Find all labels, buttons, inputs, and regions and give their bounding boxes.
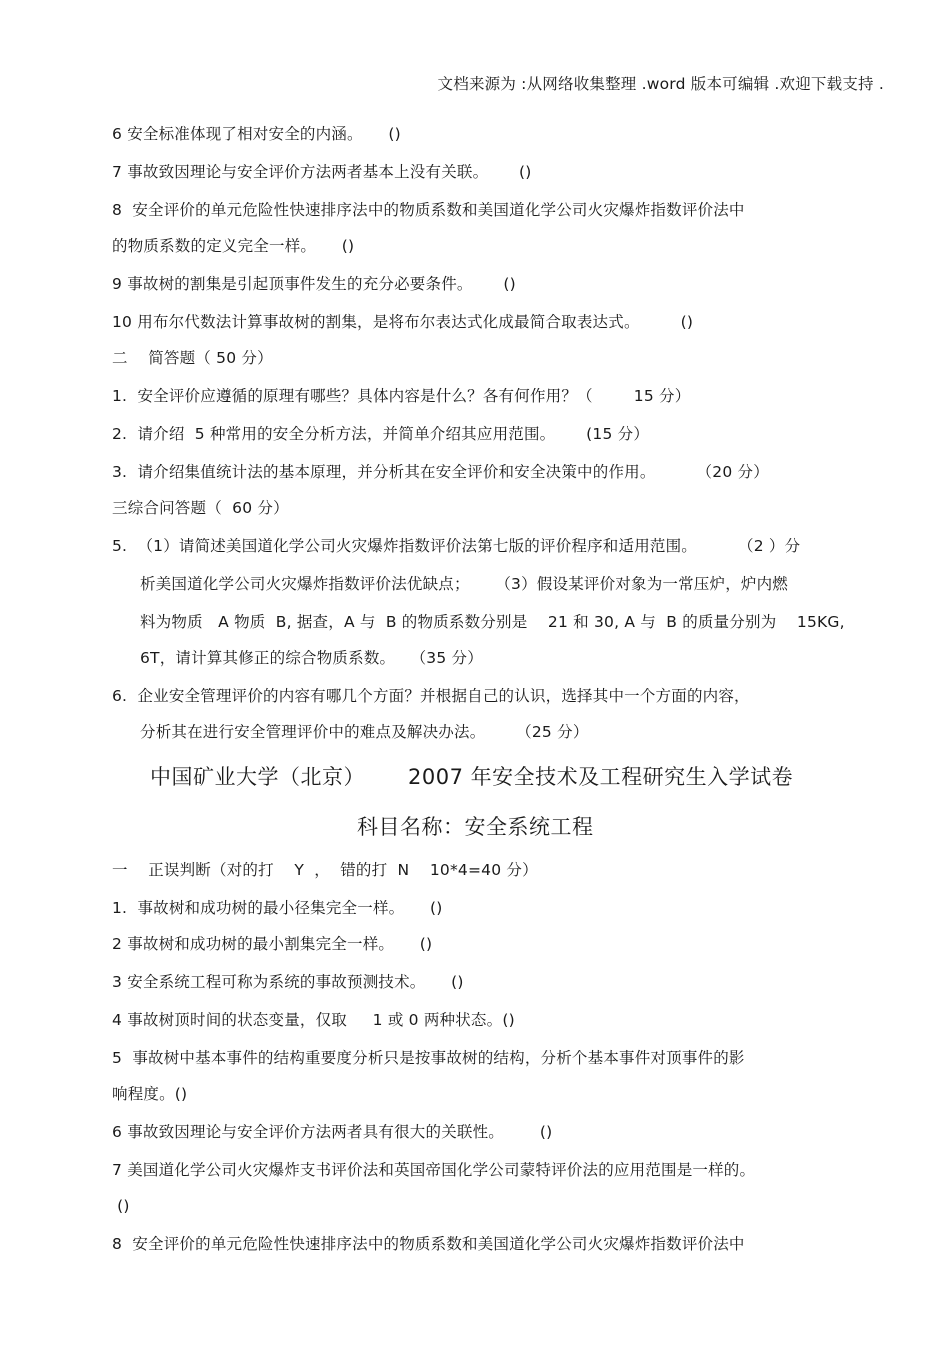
question-line: 2. 请介绍 5 种常用的安全分析方法，并简单介绍其应用范围。 (15 分）: [112, 425, 650, 443]
question-line: 5. （1）请简述美国道化学公司火灾爆炸指数评价法第七版的评价程序和适用范围。 （2 ）分: [112, 537, 801, 555]
text-line: 的物质系数的定义完全一样。 (): [112, 237, 355, 255]
text-line: 9 事故树的割集是引起顶事件发生的充分必要条件。 (): [112, 275, 516, 293]
text-line: 6 事故致因理论与安全评价方法两者具有很大的关联性。 (): [112, 1123, 553, 1141]
text-line: 1. 事故树和成功树的最小径集完全一样。 (): [112, 899, 443, 917]
text-line: 7 美国道化学公司火灾爆炸支书评价法和英国帝国化学公司蒙特评价法的应用范围是一样的。: [112, 1161, 756, 1179]
text-line: 3 安全系统工程可称为系统的事故预测技术。 (): [112, 973, 464, 991]
subject-title: 科目名称：安全系统工程: [357, 815, 594, 839]
header-note: 文档来源为 :从网络收集整理 .word 版本可编辑 .欢迎下载支持 .: [437, 75, 884, 93]
question-line: 分析其在进行安全管理评价中的难点及解决办法。 （25 分）: [140, 723, 589, 741]
text-line: (): [112, 1197, 130, 1215]
section-heading: 三综合问答题（ 60 分）: [112, 499, 289, 517]
section-heading: 二 简答题（ 50 分）: [112, 349, 273, 367]
question-line: 3. 请介绍集值统计法的基本原理，并分析其在安全评价和安全决策中的作用。 （20 分）: [112, 463, 769, 481]
question-line: 1. 安全评价应遵循的原理有哪些？具体内容是什么？各有何作用？（ 15 分）: [112, 387, 691, 405]
text-line: 4 事故树顶时间的状态变量，仅取 1 或 0 两种状态。(): [112, 1011, 515, 1029]
text-line: 响程度。(): [112, 1085, 188, 1103]
text-line: 10 用布尔代数法计算事故树的割集，是将布尔表达式化成最简合取表达式。 (): [112, 313, 694, 331]
question-line: 料为物质 A 物质 B, 据查，A 与 B 的物质系数分别是 21 和 30, A 与 B 的质量分别为 15KG,: [140, 613, 845, 631]
text-line: 7 事故致因理论与安全评价方法两者基本上没有关联。 (): [112, 163, 532, 181]
question-line: 6T，请计算其修正的综合物质系数。 （35 分）: [140, 649, 483, 667]
question-line: 6. 企业安全管理评价的内容有哪几个方面？并根据自己的认识，选择其中一个方面的内容，: [112, 687, 750, 705]
text-line: 8 安全评价的单元危险性快速排序法中的物质系数和美国道化学公司火灾爆炸指数评价法中: [112, 1235, 745, 1253]
section-heading: 一 正误判断（对的打 Y ， 错的打 N 10*4=40 分）: [112, 861, 538, 879]
question-line: 析美国道化学公司火灾爆炸指数评价法优缺点； （3）假设某评价对象为一常压炉，炉内燃: [140, 575, 788, 593]
text-line: 8 安全评价的单元危险性快速排序法中的物质系数和美国道化学公司火灾爆炸指数评价法中: [112, 201, 745, 219]
text-line: 5 事故树中基本事件的结构重要度分析只是按事故树的结构，分析个基本事件对顶事件的影: [112, 1049, 745, 1067]
text-line: 2 事故树和成功树的最小割集完全一样。 (): [112, 935, 433, 953]
text-line: 6 安全标准体现了相对安全的内涵。 (): [112, 125, 401, 143]
exam-title: 中国矿业大学（北京） 2007 年安全技术及工程研究生入学试卷: [150, 765, 794, 789]
